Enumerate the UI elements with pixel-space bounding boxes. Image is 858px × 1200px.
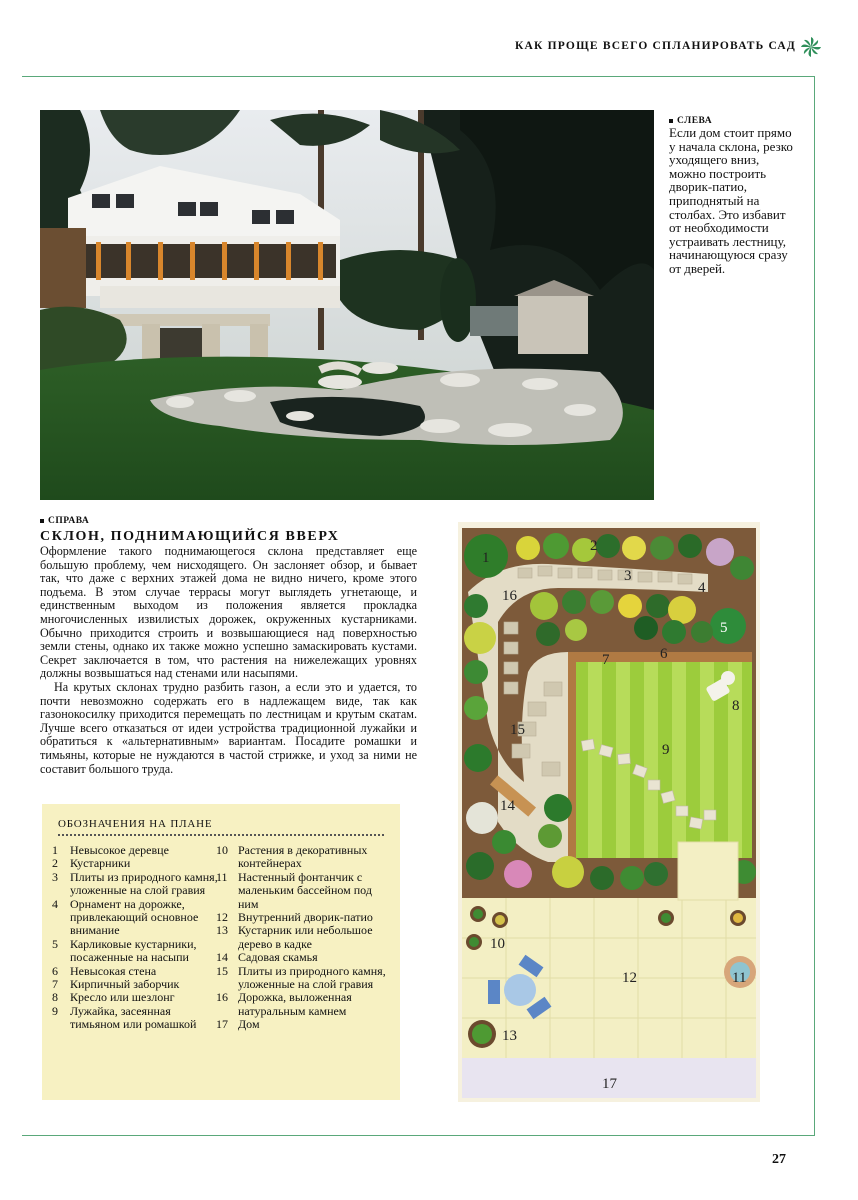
legend-item-text: Кресло или шезлонг — [70, 990, 175, 1005]
legend-item-number: 4 — [52, 896, 58, 911]
plan-label-13: 13 — [502, 1028, 517, 1044]
paragraph-2: На крутых склонах трудно разбить газон, а если это и удается, то почти невозможно содержать его в надлежащем виде, так как газонокосилку приходится перемещать по лестницам и крутым скатам. Лучше всего отказаться от идеи устройства традиционной лужайки и обратиться к «альтернативным» вариантам. Посадите ромашки и тимьяны, которые не нуждаются в частой стрижке, и уход за ними не составит большого труда. — [40, 679, 417, 776]
plan-label-15: 15 — [510, 722, 525, 738]
legend-item-text: Садовая скамья — [238, 950, 318, 965]
legend-item-number: 5 — [52, 936, 58, 951]
photo-caption-text: Если дом стоит прямо у начала склона, резко уходящего вниз, можно построить дворик-патио, приподнятый на столбах. Это избавит от необходимости устраивать лестницу, начинающуюся сразу от дверей. — [669, 125, 793, 276]
legend-item — [52, 991, 222, 1004]
legend-item — [216, 844, 392, 871]
legend-item-text: Растения в декоративных контейнерах — [238, 843, 368, 871]
legend-item-text: Кирпичный заборчик — [70, 977, 180, 992]
legend-item-number: 12 — [216, 910, 228, 925]
legend-item-number: 14 — [216, 950, 228, 965]
legend-item-number: 2 — [52, 856, 58, 871]
legend-item — [216, 911, 392, 924]
legend-item — [52, 978, 222, 991]
legend-item-number: 1 — [52, 843, 58, 857]
plan-label-4: 4 — [698, 580, 706, 596]
legend-item — [216, 1018, 392, 1031]
plan-label-1: 1 — [482, 550, 490, 566]
plan-label-3: 3 — [624, 568, 632, 584]
plan-label-5: 5 — [720, 620, 728, 636]
plan-label-11: 11 — [732, 970, 747, 986]
legend-item — [52, 844, 222, 857]
frame-bottom-rule — [22, 1135, 814, 1136]
legend-item — [52, 1005, 222, 1032]
legend-item — [216, 951, 392, 964]
legend-item — [216, 924, 392, 951]
legend-item-number: 8 — [52, 990, 58, 1005]
plan-label-12: 12 — [622, 970, 637, 986]
plan-label-2: 2 — [590, 538, 598, 554]
legend-item-number: 6 — [52, 963, 58, 978]
legend-item-text: Кустарник или небольшое дерево в кадке — [238, 923, 373, 951]
legend-item — [52, 965, 222, 978]
plan-legend-box — [42, 804, 400, 1100]
section-body — [40, 545, 417, 776]
legend-item — [52, 871, 222, 898]
legend-item-number: 11 — [216, 869, 228, 884]
legend-item-number: 15 — [216, 963, 228, 978]
plan-caption-label: СПРАВА — [40, 516, 89, 526]
legend-item — [216, 871, 392, 911]
legend-item-number: 16 — [216, 990, 228, 1005]
frame-right-rule — [814, 76, 815, 1136]
photo-caption-label: СЛЕВА — [669, 116, 712, 126]
legend-title: ОБОЗНАЧЕНИЯ НА ПЛАНЕ — [58, 818, 213, 830]
paragraph-1: Оформление такого поднимающегося склона представляет еще большую проблему, чем нисходящего. Он заслоняет обзор, и бывает так, что даже с верхних этажей дома не видно ничего, кроме этого подъема. В этом случае террасы могут выглядеть угнетающе, и единственным выходом из положения является прокладка многочисленных извилистых дорожек, окруженных кустарниками. Обычно приходится строить и возвышающиеся над поверхностью земли стены, однако их также можно успешно замаскировать кустами. Секрет заключается в том, что растения на нижележащих уровнях должны возвышаться над стенами или насыпями. — [40, 544, 417, 681]
legend-item — [52, 898, 222, 938]
garden-plan-illustration — [458, 522, 760, 1102]
legend-item-text: Невысокая стена — [70, 963, 157, 978]
legend-item-number: 3 — [52, 869, 58, 884]
legend-item-text: Плиты из природного камня, уложенные на слой гравия — [238, 963, 386, 992]
plan-label-6: 6 — [660, 646, 668, 662]
legend-column-2 — [216, 844, 392, 1032]
plan-label-7: 7 — [602, 652, 610, 668]
plan-label-16: 16 — [502, 588, 517, 604]
legend-item-number: 13 — [216, 923, 228, 938]
plan-label-14: 14 — [500, 798, 515, 814]
pinwheel-logo-icon — [800, 36, 822, 58]
plan-label-17: 17 — [602, 1076, 617, 1092]
legend-item-text: Дом — [238, 1017, 260, 1032]
legend-item-text: Орнамент на дорожке, привлекающий основное внимание — [70, 896, 199, 938]
plan-label-9: 9 — [662, 742, 670, 758]
legend-item-text: Кустарники — [70, 856, 131, 871]
legend-item — [52, 857, 222, 870]
plan-label-10: 10 — [490, 936, 505, 952]
legend-item — [52, 938, 222, 965]
legend-item-text: Дорожка, выложенная натуральным камнем — [238, 990, 352, 1018]
legend-item-text: Лужайка, засеянная тимьяном или ромашкой — [70, 1003, 197, 1032]
legend-item-text: Настенный фонтанчик с маленьким бассейном под ним — [238, 869, 372, 911]
page-number: 27 — [772, 1152, 786, 1167]
legend-dotted-rule — [58, 834, 384, 836]
section-title: СКЛОН, ПОДНИМАЮЩИЙСЯ ВВЕРХ — [40, 529, 340, 544]
legend-item-text: Невысокое деревце — [70, 843, 169, 857]
legend-item-number: 7 — [52, 977, 58, 992]
legend-column-1 — [52, 844, 222, 1032]
legend-item-number: 10 — [216, 843, 228, 857]
legend-item-number: 17 — [216, 1017, 228, 1032]
legend-item — [216, 965, 392, 992]
frame-top-rule — [22, 76, 814, 77]
legend-item — [216, 991, 392, 1018]
legend-item-text: Плиты из природного камня, уложенные на слой гравия — [70, 869, 218, 898]
running-title: КАК ПРОЩЕ ВСЕГО СПЛАНИРОВАТЬ САД — [514, 40, 796, 52]
plan-label-8: 8 — [732, 698, 740, 714]
legend-item-text: Карликовые кустарники, посаженные на насыпи — [70, 936, 197, 965]
page-header — [0, 0, 858, 76]
house-on-slope-photo — [40, 110, 654, 500]
legend-item-text: Внутренний дворик-патио — [238, 910, 373, 925]
legend-item-number: 9 — [52, 1003, 58, 1018]
